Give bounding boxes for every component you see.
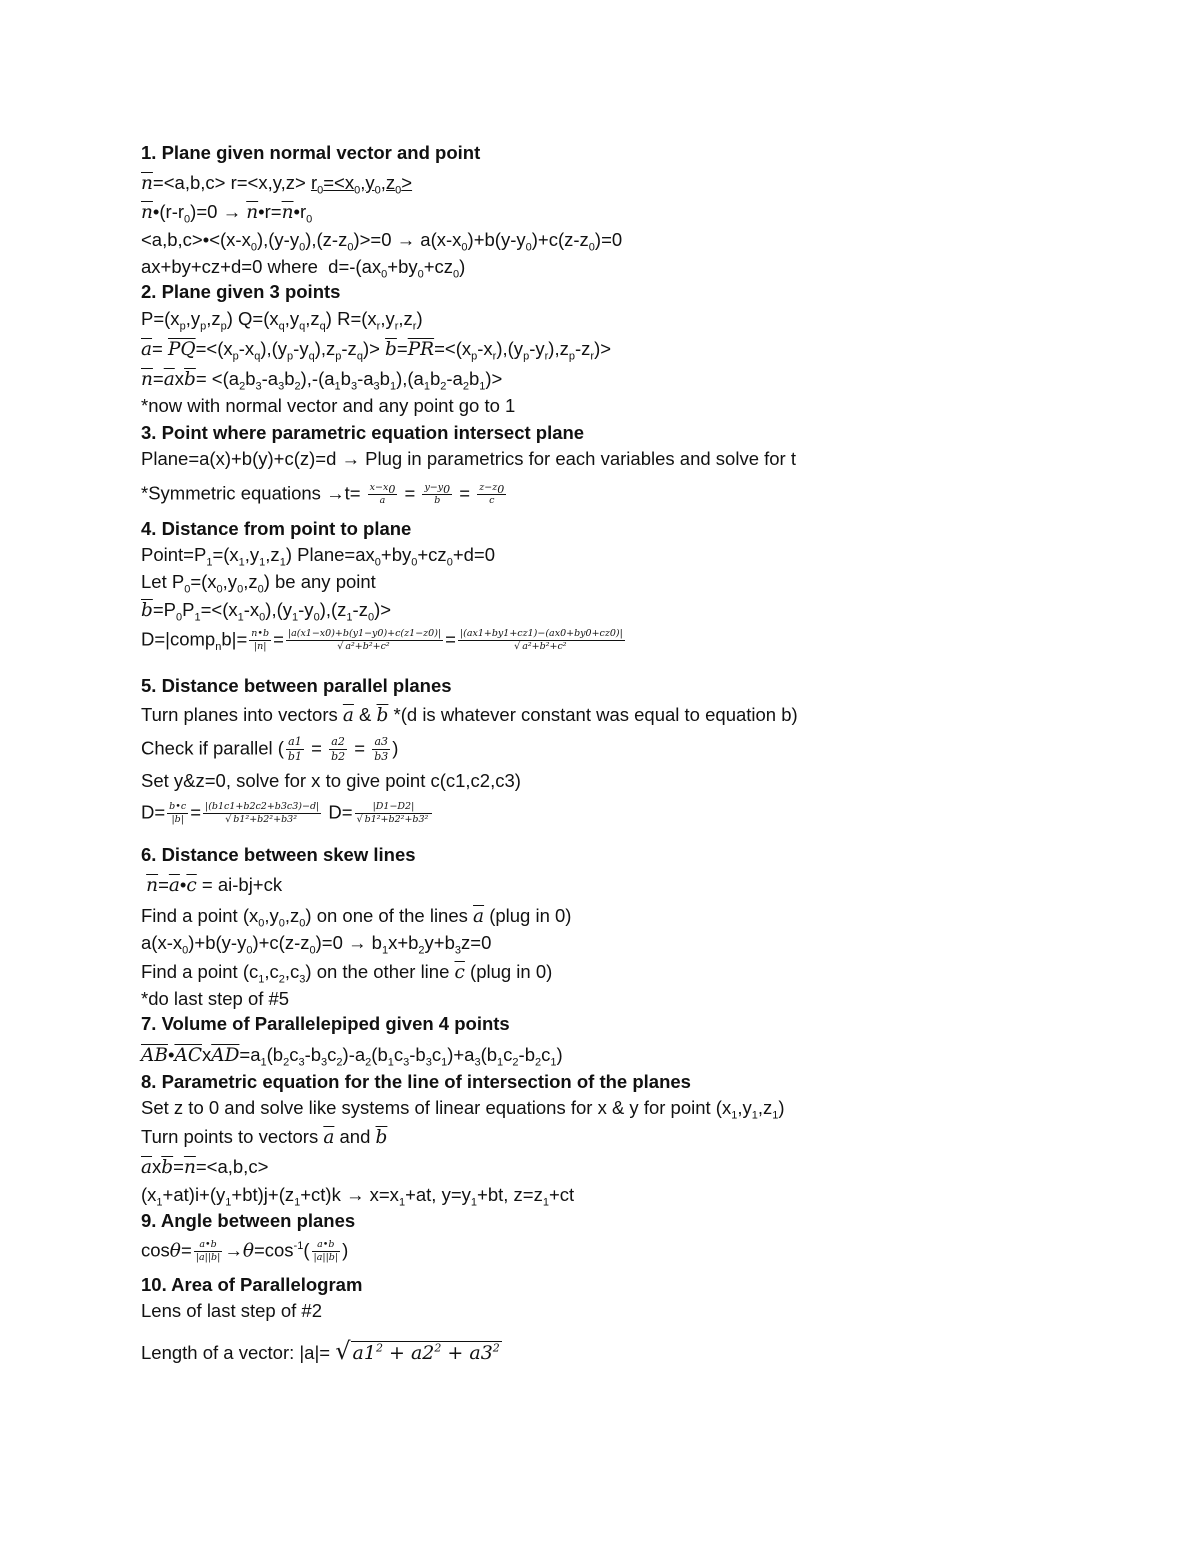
section-3-title: 3. Point where parametric equation intersect plane bbox=[141, 422, 585, 443]
section-6-title: 6. Distance between skew lines bbox=[141, 844, 416, 865]
section-7-title: 7. Volume of Parallelepiped given 4 points bbox=[141, 1013, 510, 1034]
section-8-line-4: $(x_1+at)i+(y_1+bt)j+(z_1+ct)k \to x=x_1+at$, $y=y_1+bt$, $z=z_1+ct$ bbox=[141, 1184, 575, 1209]
section-10-line-1: Lens of last step of #2 bbox=[141, 1300, 323, 1321]
section-1-line-1: $\overline{n}=<a,b,c> r=<x,y,z> r_0=<x_0,y_0,z_0>$ bbox=[141, 172, 413, 197]
section-5-line-4: D= $\frac{b•c}{|b|}$ = $\frac{|(b1c1+b2c2+b3c3)-d|}{\text{√ b1²+b2²+b3²}}$ D= $\frac{|D1-D2|}{\text{√ b1²+b2²+b3²}}$ bbox=[141, 801, 434, 826]
section-4-line-2: Let $P_0=(x_0,y_0,z_0)$ be any point bbox=[141, 571, 376, 596]
section-6-line-5: *do last step of #5 bbox=[141, 988, 290, 1009]
section-2-line-2: $\overline{a}= \overline{PQ}=<(x_p-x_q),(y_p-y_q),z_p-z_q)> \overline{b}=\overline{PR}=<(x_p-x_r),(y_p-y_r),z_p-z_r)>$ bbox=[141, 338, 612, 363]
section-8-line-2: Turn points to vectors $\overline{a}$ and $\overline{b}$ bbox=[141, 1126, 388, 1148]
section-9-line-1: cosθ= $\frac{a•b}{|a||b|}$ $\to\theta=\cos^{-1}$( $\frac{a•b}{|a||b|}$ ) bbox=[141, 1239, 349, 1263]
section-2-line-1: $P=(x_p,y_p,z_p)$ $Q=(x_q,y_q,z_q)$ $R=(x_r,y_r,z_r)$ bbox=[141, 308, 423, 333]
section-6-line-4: Find a point $(c_1,c_2,c_3)$ on the other line $\overline{c}$ (plug in 0) bbox=[141, 961, 553, 986]
section-4-line-1: $Point=P_1=(x_1,y_1,z_1)$ $Plane=ax_0+by_0+cz_0+d=0$ bbox=[141, 544, 495, 569]
section-4-line-3: $\overline{b}=P_0P_1=<(x_1-x_0),(y_1-y_0),(z_1-z_0)>$ bbox=[141, 599, 392, 624]
section-5-line-3: Set y&z=0, solve for x to give point c(c1,c2,c3) bbox=[141, 770, 521, 791]
section-3-line-2: *Symmetric equations →t= $\frac{x-x_0}{a}$ = $\frac{y-y_0}{b}$ = $\frac{z-z_0}{c}$ bbox=[141, 482, 505, 506]
section-4-line-4: D=|comp$_n$b|= $\frac{n•b}{|n|}$ = $\frac{|a(x1-x0)+b(y1-y0)+c(z1-z0)|}{\text{√ a²+b²+c²}}$ = $\frac{|(ax1+by1+cz1)-(ax0+by0+cz0)|}{\text{√ a²+b²+c²}}$ bbox=[141, 628, 623, 654]
section-5-line-2: Check if parallel ( $\frac{a1}{b1}$ = $\frac{a2}{b2}$ = $\frac{a3}{b3}$ ) bbox=[141, 735, 399, 763]
section-1-title: 1. Plane given normal vector and point bbox=[141, 142, 481, 163]
section-1-line-4: ax+by+cz+d=0 where $d=-(ax_0+by_0+cz_0)$ bbox=[141, 256, 466, 281]
section-2-line-4: *now with normal vector and any point go to 1 bbox=[141, 395, 516, 416]
section-4-title: 4. Distance from point to plane bbox=[141, 518, 412, 539]
section-6-line-2: Find a point $(x_0,y_0,z_0)$ on one of the lines $\overline{a}$ (plug in 0) bbox=[141, 905, 572, 930]
section-2-line-3: $\overline{n}=\overline{a}x\overline{b}= <(a_2b_3-a_3b_2),-(a_1b_3-a_3b_1),(a_1b_2-a_2b_1)>$ bbox=[141, 368, 503, 393]
section-1-line-2: $\overline{n}•(r-r_0)=0$ → $\overline{n}•r=\overline{n}•r_0$ bbox=[141, 201, 313, 226]
section-6-line-1: $\overline{n}=\overline{a}•\overline{c} = ai-bj+ck$ bbox=[146, 874, 283, 896]
section-5-line-1: Turn planes into vectors $\overline{a}$ & $\overline{b}$ *(d is whatever constant was equal to equation b) bbox=[141, 704, 798, 726]
section-1-line-3: $<a,b,c>•<(x-x_0),(y-y_0),(z-z_0)>=0 \to a(x-x_0)+b(y-y_0)+c(z-z_0)=0$ bbox=[141, 229, 623, 254]
section-3-line-1: Plane=a(x)+b(y)+c(z)=d → Plug in parametrics for each variables and solve for t bbox=[141, 448, 796, 469]
section-2-title: 2. Plane given 3 points bbox=[141, 281, 341, 302]
section-6-line-3: $a(x-x_0)+b(y-y_0)+c(z-z_0)=0 \to b_1x+b_2y+b_3z=0$ bbox=[141, 932, 492, 957]
section-8-line-3: $\overline{a}x\overline{b}=\overline{n}=<a,b,c>$ bbox=[141, 1156, 269, 1178]
section-5-title: 5. Distance between parallel planes bbox=[141, 675, 452, 696]
section-8-line-1: Set z to 0 and solve like systems of linear equations for x & y for point $(x_1,y_1,z_1)$ bbox=[141, 1097, 785, 1122]
section-10-line-2: Length of a vector: |a|= √ $a1^2 + a2^2 + a3^2$ bbox=[141, 1337, 500, 1365]
section-10-title: 10. Area of Parallelogram bbox=[141, 1274, 363, 1295]
section-7-line-1: $\overline{AB}•\overline{AC}x\overline{AD}=a_1(b_2c_3-b_3c_2)-a_2(b_1c_3-b_3c_1)+a_3(b_1c_2-b_2c_1)$ bbox=[141, 1044, 563, 1069]
section-9-title: 9. Angle between planes bbox=[141, 1210, 356, 1231]
section-8-title: 8. Parametric equation for the line of intersection of the planes bbox=[141, 1071, 691, 1092]
